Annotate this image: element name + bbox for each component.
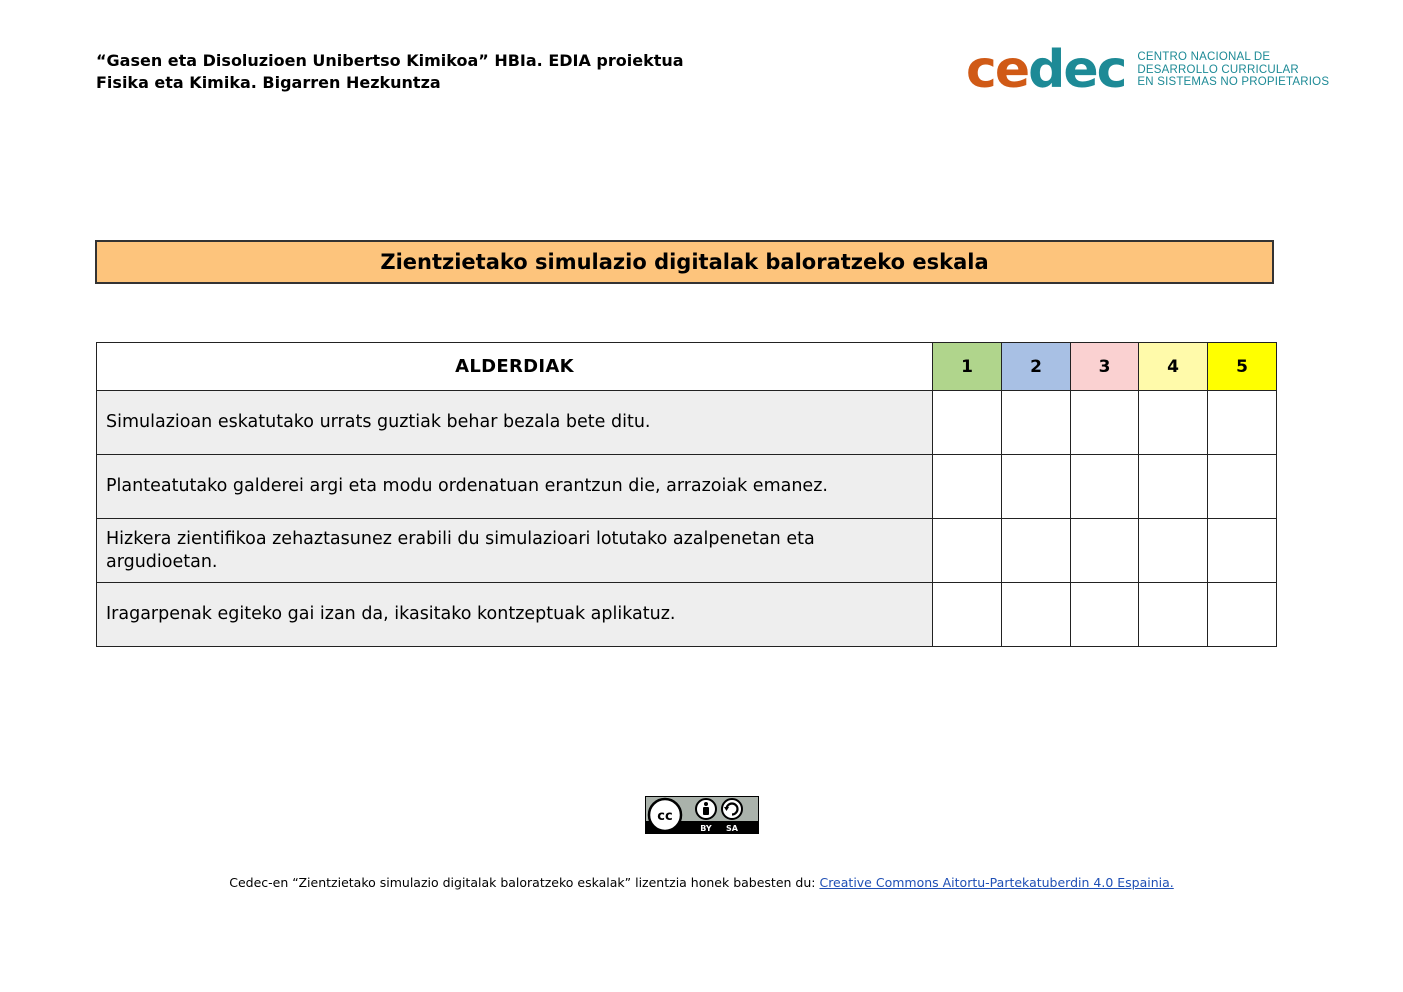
- document-header: [96, 50, 684, 94]
- score-cell-2[interactable]: [1002, 519, 1071, 583]
- logo-sub-line2: DESARROLLO CURRICULAR: [1137, 63, 1299, 76]
- score-cell-1[interactable]: [933, 391, 1002, 455]
- cc-badge-graphic: [646, 797, 758, 833]
- table-row: [97, 455, 1277, 519]
- logo-sub-line3: EN SISTEMAS NO PROPIETARIOS: [1137, 76, 1330, 89]
- score-cell-2[interactable]: [1002, 455, 1071, 519]
- score-cell-3[interactable]: [1071, 519, 1139, 583]
- cc-by-label: BY: [700, 824, 712, 833]
- cc-by-sa-icon: [645, 796, 759, 834]
- header-project-title: “Gasen eta Disoluzioen Unibertso Kimikoa” HBIa. EDIA proiektua: [96, 51, 684, 70]
- score-cell-3[interactable]: [1071, 455, 1139, 519]
- cedec-logo: [966, 42, 1329, 98]
- table-row: [97, 519, 1277, 583]
- logo-sub-line1: CENTRO NACIONAL DE: [1137, 51, 1271, 64]
- score-cell-3[interactable]: [1071, 391, 1139, 455]
- score-cell-5[interactable]: [1208, 391, 1277, 455]
- header-score-1: 1: [933, 343, 1002, 391]
- header-subject: Fisika eta Kimika. Bigarren Hezkuntza: [96, 73, 441, 92]
- cc-sa-label: SA: [726, 824, 738, 833]
- cedec-logo-subtitle: [1137, 51, 1329, 89]
- svg-text:cc: cc: [657, 809, 673, 824]
- table-header-row: [97, 343, 1277, 391]
- score-cell-4[interactable]: [1139, 455, 1208, 519]
- header-score-3: 3: [1071, 343, 1139, 391]
- score-cell-1[interactable]: [933, 455, 1002, 519]
- score-cell-5[interactable]: [1208, 519, 1277, 583]
- cedec-logo-wordmark: [966, 40, 1126, 100]
- header-score-5: 5: [1208, 343, 1277, 391]
- license-text: Cedec-en “Zientzietako simulazio digitalak baloratzeko eskalak” lizentzia honek babesten du:: [229, 875, 820, 890]
- score-cell-4[interactable]: [1139, 583, 1208, 647]
- score-cell-5[interactable]: [1208, 583, 1277, 647]
- scale-title-text: Zientzietako simulazio digitalak baloratzeko eskala: [380, 250, 989, 274]
- aspect-cell: Simulazioan eskatutako urrats guztiak behar bezala bete ditu.: [97, 391, 933, 455]
- score-cell-4[interactable]: [1139, 391, 1208, 455]
- score-cell-1[interactable]: [933, 519, 1002, 583]
- score-cell-2[interactable]: [1002, 583, 1071, 647]
- score-cell-4[interactable]: [1139, 519, 1208, 583]
- header-aspects: ALDERDIAK: [97, 343, 933, 391]
- rating-scale-table: [96, 342, 1277, 647]
- aspect-cell: Iragarpenak egiteko gai izan da, ikasitako kontzeptuak aplikatuz.: [97, 583, 933, 647]
- logo-word-teal: dec: [1028, 40, 1126, 100]
- scale-title: [95, 240, 1274, 284]
- table-row: [97, 391, 1277, 455]
- score-cell-3[interactable]: [1071, 583, 1139, 647]
- header-score-2: 2: [1002, 343, 1071, 391]
- table-row: [97, 583, 1277, 647]
- header-score-4: 4: [1139, 343, 1208, 391]
- score-cell-2[interactable]: [1002, 391, 1071, 455]
- score-cell-5[interactable]: [1208, 455, 1277, 519]
- logo-word-orange: ce: [966, 40, 1029, 100]
- aspect-cell: Hizkera zientifikoa zehaztasunez erabili du simulazioari lotutako azalpenetan eta argudioetan.: [97, 519, 933, 583]
- license-footer: [0, 875, 1403, 890]
- share-alike-icon: [722, 799, 742, 819]
- aspect-cell: Planteatutako galderei argi eta modu ordenatuan erantzun die, arrazoiak emanez.: [97, 455, 933, 519]
- score-cell-1[interactable]: [933, 583, 1002, 647]
- license-link[interactable]: Creative Commons Aitortu-Partekatuberdin 4.0 Espainia.: [819, 875, 1174, 890]
